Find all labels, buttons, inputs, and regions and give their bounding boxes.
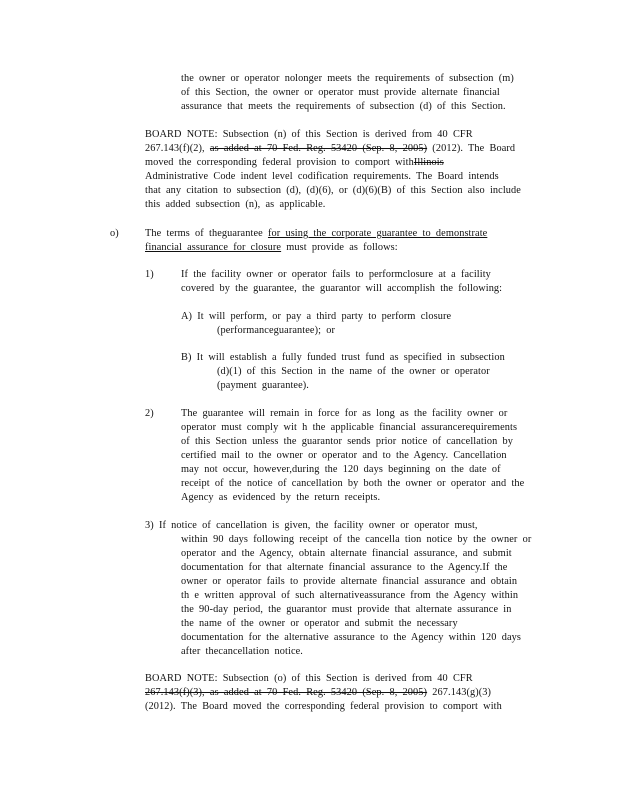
subitem-line: A) It will perform, or pay a third party to perform closure [181,311,452,322]
board-note-line [145,142,515,156]
item-line: owner or operator fails to provide alternate financial assurance and obtain [181,576,518,587]
board-note-line: that any citation to subsection (d), (d)(6), or (d)(6)(B) of this Section also include [145,185,521,196]
subsection-marker: o) [110,228,119,239]
item-line: If the facility owner or operator fails to performclosure at a facility [181,269,491,280]
item-line: The guarantee will remain in force for as long as the facility owner or [181,408,508,419]
item-line: documentation for that alternate financial assurance to the Agency.If the [181,562,508,573]
item-line: after thecancellation notice. [181,646,303,657]
citation: 267.143(f)(2), [145,143,205,154]
subsection-text: must provide as follows: [286,242,398,253]
item-line: operator and the Agency, obtain alternate financial assurance, and submit [181,548,512,559]
subitem-line: (payment guarantee). [217,380,309,391]
item-line: may not occur, however,during the 120 days beginning on the date of [181,464,501,475]
item-line: the 90-day period, the guarantor must provide that alternate assurance in [181,604,512,615]
note-text: moved the corresponding federal provision to comport with [145,157,414,168]
struck-text: Illinois [413,157,444,168]
subitem-line: (d)(1) of this Section in the name of the owner or operator [217,366,490,377]
item-line: operator must comply wit h the applicable financial assurancerequirements [181,422,518,433]
item-marker: 2) [145,408,154,419]
inserted-text: for using the corporate guarantee to demonstrate [267,228,488,239]
item-marker: 1) [145,269,154,280]
subitem-line: (performanceguarantee); or [217,325,336,336]
board-note-line: Administrative Code indent level codification requirements. The Board intends [145,171,499,182]
board-note-line [145,686,491,700]
board-note-line: BOARD NOTE: Subsection (o) of this Section is derived from 40 CFR [145,673,473,684]
citation: 267.143(g)(3) [432,687,492,698]
item-line: of this Section unless the guarantor sends prior notice of cancellation by [181,436,514,447]
board-note-line [145,156,444,170]
text-line: assurance that meets the requirements of subsection (d) of this Section. [181,101,506,112]
struck-text: 267.143(f)(3), as added at 70 Fed. Reg. 53420 (Sep. 8, 2005) [145,687,428,698]
board-note-line: (2012). The Board moved the corresponding federal provision to comport with [145,701,502,712]
inserted-text: financial assurance for closure [145,242,282,253]
subsection-line [145,241,398,255]
struck-text: as added at 70 Fed. Reg. 53420 (Sep. 8, 2005) [209,143,428,154]
item-line: receipt of the notice of cancellation by both the owner or operator and the [181,478,525,489]
citation-year: (2012). The Board [432,143,516,154]
text-line: the owner or operator nolonger meets the requirements of subsection (m) [181,73,514,84]
text-line: of this Section, the owner or operator must provide alternate financial [181,87,500,98]
item-line: certified mail to the owner or operator and to the Agency. Cancellation [181,450,507,461]
item-line: Agency as evidenced by the return receipts. [181,492,381,503]
subsection-text: The terms of theguarantee [145,228,263,239]
item-line: within 90 days following receipt of the cancella tion notice by the owner or [181,534,532,545]
subsection-line [145,227,487,241]
board-note-line: BOARD NOTE: Subsection (n) of this Section is derived from 40 CFR [145,129,473,140]
item-line: the name of the owner or operator and submit the necessary [181,618,458,629]
board-note-line: this added subsection (n), as applicable. [145,199,326,210]
item-line: th e written approval of such alternativeassurance from the Agency within [181,590,519,601]
item-line: documentation for the alternative assurance to the Agency within 120 days [181,632,521,643]
item-line: covered by the guarantee, the guarantor will accomplish the following: [181,283,503,294]
subitem-line: B) It will establish a fully funded trust fund as specified in subsection [181,352,505,363]
item-line: 3) If notice of cancellation is given, the facility owner or operator must, [145,520,478,531]
